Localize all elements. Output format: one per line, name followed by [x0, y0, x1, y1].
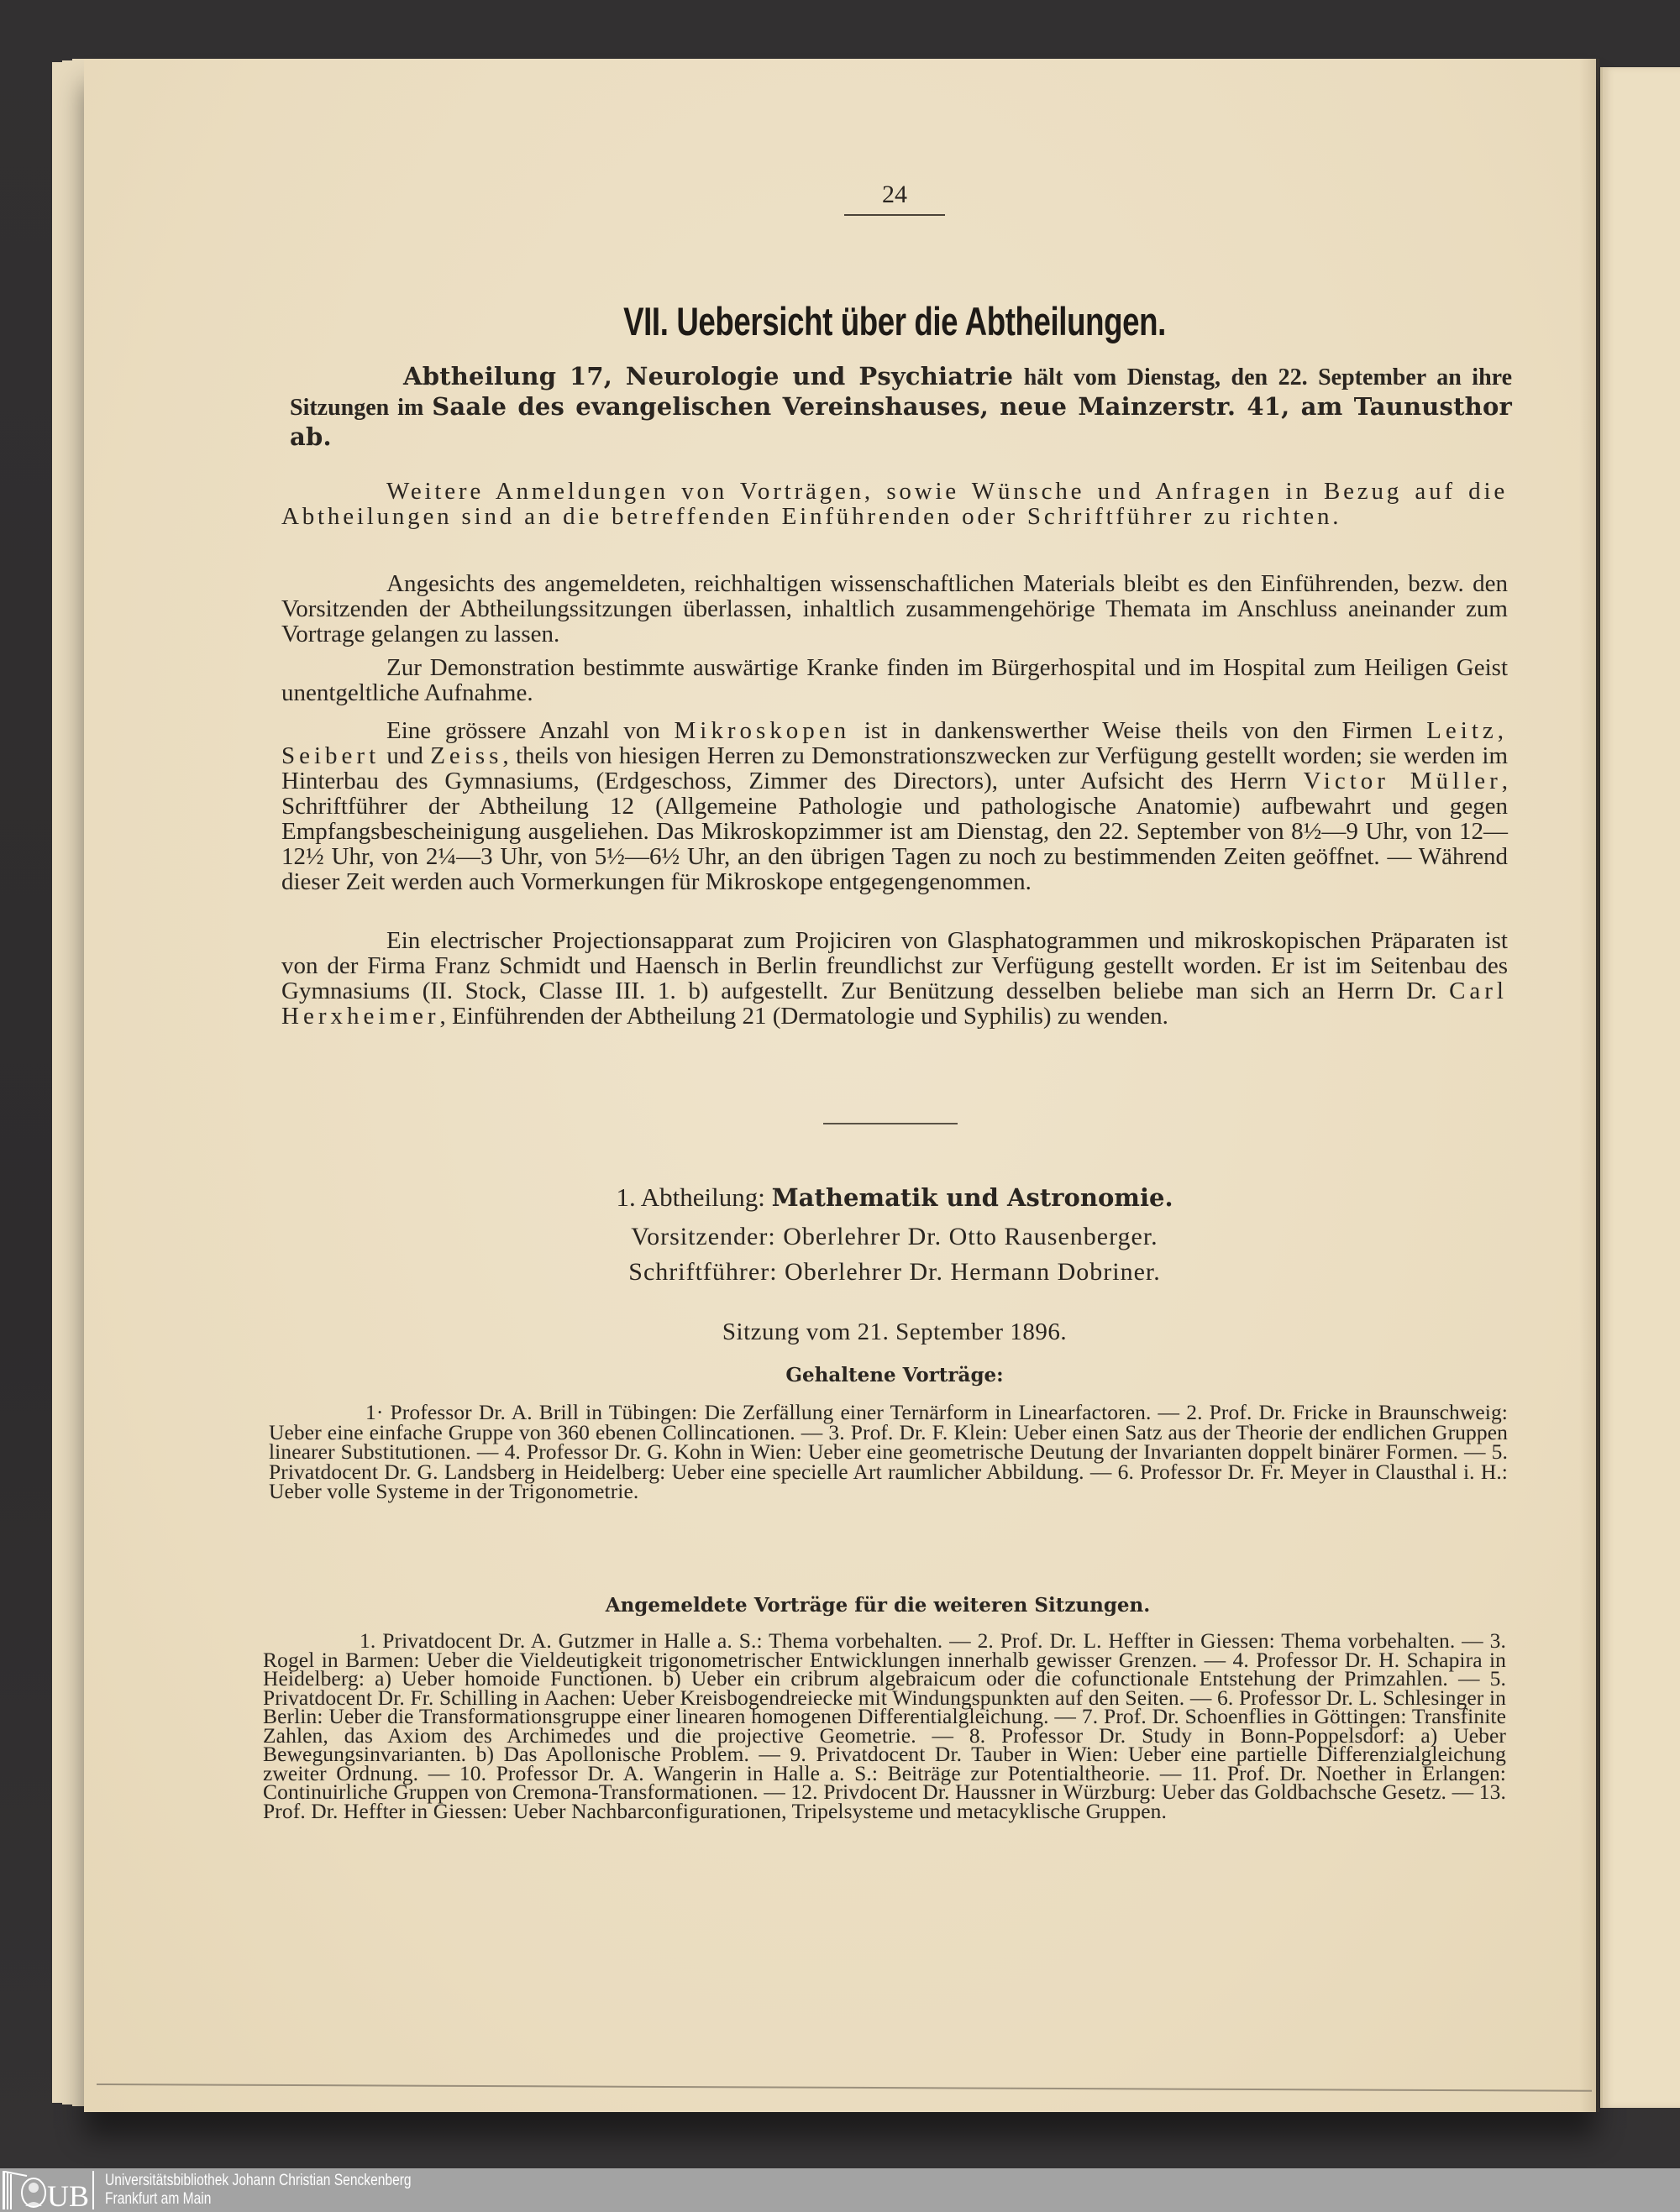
spaced-term: Zeiss: [430, 742, 503, 769]
division-name: Mathematik und Astronomie.: [771, 1183, 1173, 1212]
section-separator: [823, 1123, 958, 1124]
library-name-line-2: Frankfurt am Main: [105, 2190, 212, 2208]
division-chair: Vorsitzender: Oberlehrer Dr. Otto Rausenberger.: [631, 1223, 1158, 1250]
spaced-term: Mikroskopen: [674, 717, 851, 744]
text-run: , theils von hiesigen Herren zu Demonstrationszwecken zur Verfügung gestellt worden; sie werden im Hinterbau des Gymnasiums, (Erdgeschoss, Zimmer des Directors), unter Aufsicht des Herrn: [281, 742, 1508, 794]
paragraph-angesichts: Angesichts des angemeldeten, reichhaltigen wissenschaftlichen Materials bleibt es den Einführenden, bezw. den Vorsitzenden der Abtheilungssitzungen überlassen, inhaltlich zusammengehörige Themata im Anschluss aneinander zum Vortrage gelangen zu lassen.: [281, 570, 1508, 647]
ub-library-logo: [2, 2169, 96, 2211]
paragraph-demonstration: Zur Demonstration bestimmte auswärtige Kranke finden im Bürgerhospital und im Hospital zum Heiligen Geist unentgeltliche Aufnahme.: [281, 654, 1508, 706]
spaced-name: Carl Herxheimer: [281, 978, 1508, 1030]
held-talks-list: 1· Professor Dr. A. Brill in Tübingen: Die Zerfällung einer Ternärform in Linearfactoren. — 2. Prof. Dr. Fricke in Braunschweig: Ueber eine einfache Gruppe von 360 ebenen Collincationen. — 3. Prof. Dr. F. Klein: Ueber einen Satz aus der Theorie der endlichen Gruppen linearer Substitutionen. — 4. Professor Dr. G. Kohn in Wien: Ueber eine geometrische Deutung der Invarianten doppelt binärer Formen. — 5. Privatdocent Dr. G. Landsberg in Heidelberg: Ueber eine specielle Art raumlicher Abbildung. — 6. Professor Dr. Fr. Meyer in Clausthal i. H.: Ueber volle Systeme in der Trigonometrie.: [269, 1400, 1508, 1503]
division-label: 1. Abtheilung:: [616, 1182, 772, 1212]
announced-talks-heading: Angemeldete Vorträge für die weiteren Sitzungen.: [605, 1594, 1151, 1617]
text-run: , Einführenden der Abtheilung 21 (Dermatologie und Syphilis) zu wenden.: [439, 1003, 1168, 1030]
page-number: 24: [882, 181, 907, 208]
paragraph-projection: [281, 928, 1508, 1029]
text-run: , Schriftführer der Abtheilung 12 (Allgemeine Pathologie und pathologische Anatomie) aufbewahrt und gegen Empfangsbescheinigung ausgeliehen. Das Mikroskopzimmer ist am Dienstag, den 22. September von 8½—9 Uhr, von 12—12½ Uhr, von 2¼—3 Uhr, von 5½—6½ Uhr, an den übrigen Tagen zu noch zu bestimmenden Zeiten geöffnet. — Während dieser Zeit werden auch Vormerkungen für Mikroskope entgegengenommen.: [281, 768, 1508, 895]
paragraph-mikroskope: [281, 718, 1508, 894]
division-secretary: Schriftführer: Oberlehrer Dr. Hermann Dobriner.: [628, 1258, 1161, 1286]
notice-text: hält vom Dienstag, den 22. September an ihre Sitzungen im: [290, 364, 1512, 421]
text-run: und: [380, 742, 431, 769]
announced-talks-list: 1. Privatdocent Dr. A. Gutzmer in Halle a. S.: Thema vorbehalten. — 2. Prof. Dr. L. Heffter in Giessen: Thema vorbehalten. — 3. Rogel in Barmen: Ueber die Vieldeutigkeit trigonometrischer Entwicklungen innerhalb gewisser Grenzen. — 4. Professor Dr. H. Schapira in Heidelberg: a) Ueber homoide Functionen. b) Ueber ein cribrum algebraicum oder die cofunctionale Entstehung der Primzahlen. — 5. Privatdocent Dr. Fr. Schilling in Aachen: Ueber Kreisbogendreiecke mit Windungspunkten auf den Seiten. — 6. Professor Dr. L. Schlesinger in Berlin: Ueber die Transformationsgruppe einer linearen homogenen Differentialgleichung. — 7. Prof. Dr. Schoenflies in Göttingen: Transfinite Zahlen, das Axiom des Archimedes und die projective Geometrie. — 8. Professor Dr. Study in Bonn-Poppelsdorf: a) Ueber Bewegungsinvarianten. b) Das Apollonische Problem. — 9. Privatdocent Dr. Tauber in Wien: Ueber eine partielle Differenzialgleichung zweiter Ordnung. — 10. Professor Dr. A. Wangerin in Halle a. S.: Beiträge zur Potentialtheorie. — 11. Prof. Dr. Noether in Erlangen: Continuirliche Gruppen von Cremona-Transformationen. — 12. Privdocent Dr. Haussner in Würzburg: Ueber das Goldbachsche Gesetz. — 13. Prof. Dr. Heffter in Giessen: Ueber Nachbarconfigurationen, Tripelsysteme und metacyklische Gruppen.: [263, 1628, 1506, 1823]
spaced-term: Leitz, Seibert: [281, 717, 1508, 769]
text-run: Eine grössere Anzahl von: [386, 717, 675, 744]
library-name-line-1: Universitätsbibliothek Johann Christian Senckenberg: [105, 2172, 412, 2189]
division-heading: [281, 1182, 1508, 1213]
spaced-name: Victor Müller: [1303, 768, 1502, 794]
held-talks-heading: Gehaltene Vorträge:: [785, 1364, 1004, 1386]
gutter-shadow: [1579, 59, 1599, 2112]
text-run: ist in dankenswerther Weise theils von den Firmen: [850, 717, 1427, 744]
facing-page-edge: [1600, 67, 1680, 2108]
notice-bold-lead: Abtheilung 17, Neurologie und Psychiatrie: [403, 362, 1014, 391]
session-date: Sitzung vom 21. September 1896.: [722, 1318, 1068, 1345]
library-name: [105, 2172, 412, 2209]
section-title: VII. Uebersicht über die Abtheilungen.: [623, 299, 1166, 343]
text-run: Ein electrischer Projectionsapparat zum Projiciren von Glasphatogrammen und mikroskopischen Präparaten ist von der Firma Franz Schmidt und Haensch in Berlin freundlichst zur Verfügung gestellt worden. Er ist im Seitenbau des Gymnasiums (II. Stock, Classe III. 1. b) aufgestellt. Zur Benützung desselben beliebe man sich an Herrn Dr.: [281, 927, 1508, 1004]
library-footer-bar: [0, 2168, 1680, 2212]
notice-neurology: [290, 362, 1512, 452]
page-number-underline: [844, 214, 945, 216]
svg-text:UB: UB: [47, 2179, 90, 2211]
paragraph-weitere: Weitere Anmeldungen von Vorträgen, sowie Wünsche und Anfragen in Bezug auf die Abtheilungen sind an die betreffenden Einführenden oder Schriftführer zu richten.: [281, 478, 1508, 530]
notice-bold-place: Saale des evangelischen Vereinshauses, neue Mainzerstr. 41, am Taunusthor ab.: [290, 392, 1512, 451]
